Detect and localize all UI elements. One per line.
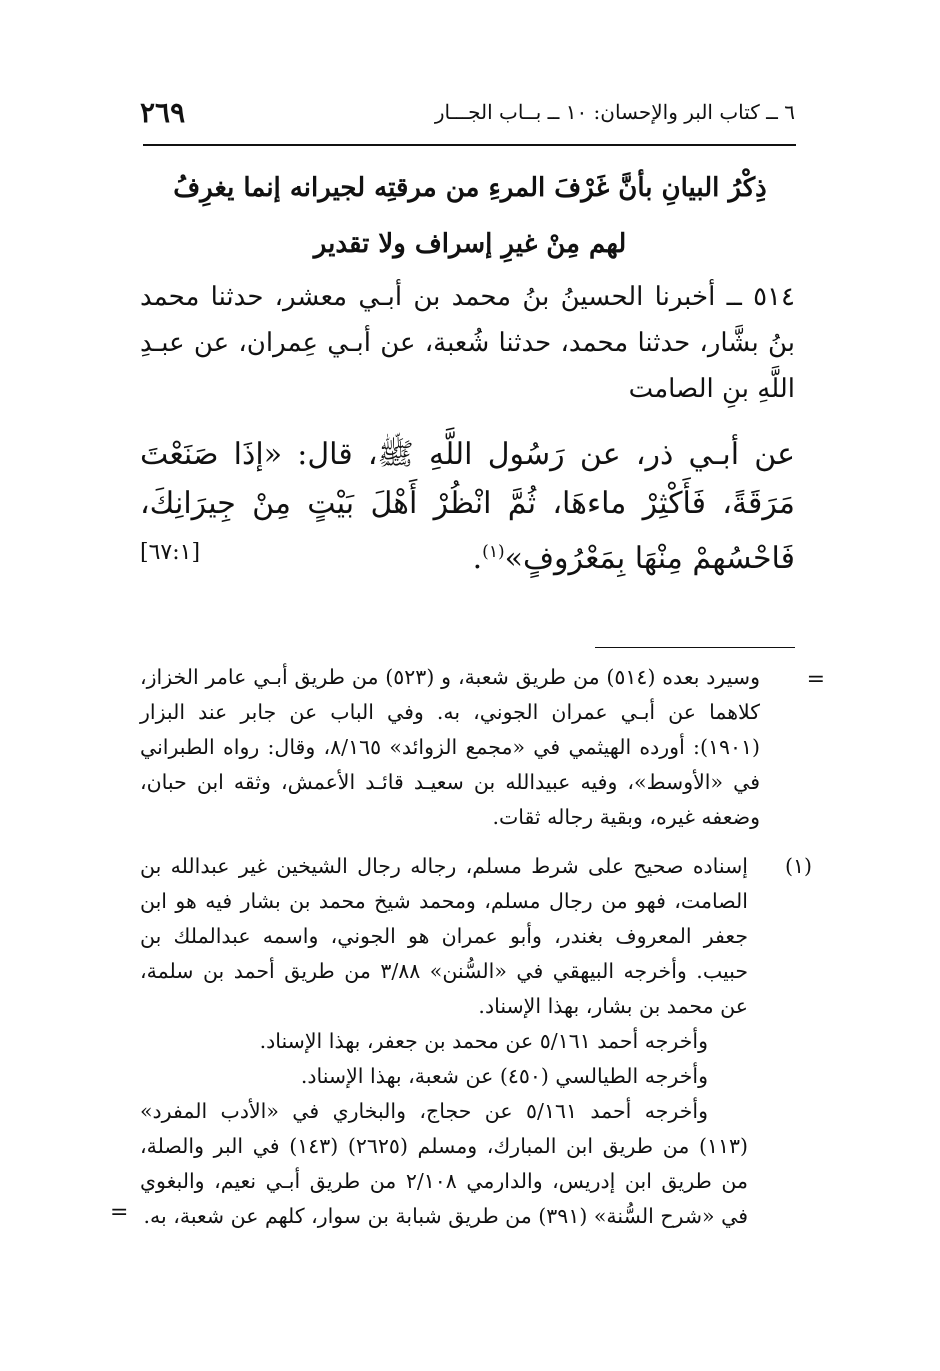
- footnote-mark: (١): [482, 542, 505, 562]
- hadith-isnad: ٥١٤ ــ أخبرنا الحسينُ بنُ محمد بن أبـي معشر، حدثنا محمد بنُ بشَّار، حدثنا محمد، حدثنا شُعبة، عن أبـي عِمران، عن عبـدِ اللَّهِ بنِ الصامت: [140, 282, 795, 404]
- continuation-marker: =: [806, 667, 825, 692]
- verse-reference: [٦٧:١]: [140, 540, 201, 565]
- footnote-1: [110, 849, 812, 1234]
- heading-line-1: ذِكْرُ البيانِ بأنَّ غَرْفَ المرءِ من مرقتِه لجيرانه إنما يغرِفُ: [173, 173, 767, 203]
- footnote-1-line-4: وأخرجه أحمد ٥/١٦١ عن حجاج، والبخاري في «الأدب المفرد» (١١٣) من طريق ابن المبارك، ومسلم (٢٦٢٥) (١٤٣) في البر والصلة، من طريق ابن إدريس، والدارمي ٢/١٠٨ من طريق أبـي نعيم، والبغوي في «شرح السُّنة» (٣٩١) من طريق شبابة بن سوار، كلهم عن شعبة، به.: [140, 1099, 748, 1228]
- end-marker: =: [110, 1200, 129, 1225]
- page-number: ٢٦٩: [140, 96, 186, 129]
- footnote-continuation: [140, 660, 825, 835]
- footnote-1-last: [110, 1094, 800, 1234]
- header-rule: [143, 144, 796, 146]
- chapter-title: ٦ ــ كتاب البر والإحسان: ١٠ ــ بــاب الجـــار: [434, 100, 795, 124]
- hadith-matn-text: عن أبـي ذر، عن رَسُول اللَّهِ ﷺ، قال: «إذَا صَنَعْتَ مَرَقَةً، فَأَكْثِرْ ماءهَا، ثُمَّ انْظُرْ أَهْلَ بَيْتٍ مِنْ جِيرَانِكَ، فَاحْسُهمْ مِنْهَا بِمَعْرُوفٍ»: [140, 437, 795, 576]
- continuation-text: وسيرد بعده (٥١٤) من طريق شعبة، و (٥٢٣) من طريق أبـي عامر الخزاز، كلاهما عن أبـي عمران الجوني، به. وفي الباب عن جابر عند البزار (١٩٠١): أورده الهيثمي في «مجمع الزوائد» ٨/١٦٥، وقال: رواه الطبراني في «الأوسط»، وفيه عبيدالله بن سعيـد قائـد الأعمش، وثقه ابن حبان، وضعفه غيره، وبقية رجاله ثقات.: [140, 665, 760, 829]
- hadith-block: [140, 274, 795, 583]
- hadith-matn: عن أبـي ذر، عن رَسُول اللَّهِ ﷺ، قال: «إذَا صَنَعْتَ مَرَقَةً، فَأَكْثِرْ ماءهَا، ثُمَّ انْظُرْ أَهْلَ بَيْتٍ مِنْ جِيرَانِكَ، فَاحْسُهمْ مِنْهَا بِمَعْرُوفٍ»$^{(١)}$. [٦٧:١]: [140, 437, 795, 576]
- footnote-number: (١): [784, 854, 812, 878]
- section-heading: [150, 160, 790, 272]
- footnote-1-line-3: وأخرجه الطيالسي (٤٥٠) عن شعبة، بهذا الإسناد.: [300, 1064, 708, 1088]
- running-header: [140, 96, 795, 136]
- footnote-rule: [595, 647, 795, 648]
- heading-line-2: لهم مِنْ غيرِ إسراف ولا تقدير: [313, 229, 627, 259]
- footnote-1-line-2: وأخرجه أحمد ٥/١٦١ عن محمد بن جعفر، بهذا الإسناد.: [259, 1029, 708, 1053]
- footnote-1-text: إسناده صحيح على شرط مسلم، رجاله رجال الشيخين غير عبدالله بن الصامت، فهو من رجال مسلم، ومحمد شيخ محمد بن بشار فيه هو ابن جعفر المعروف بغندر، وأبو عمران هو الجوني، واسمه عبدالملك بن حبيب. وأخرجه البيهقي في «السُّنن» ٣/٨٨ من طريق أحمد بن سلمة، عن محمد بن بشار، بهذا الإسناد.: [140, 854, 748, 1018]
- footnotes: [110, 660, 825, 1234]
